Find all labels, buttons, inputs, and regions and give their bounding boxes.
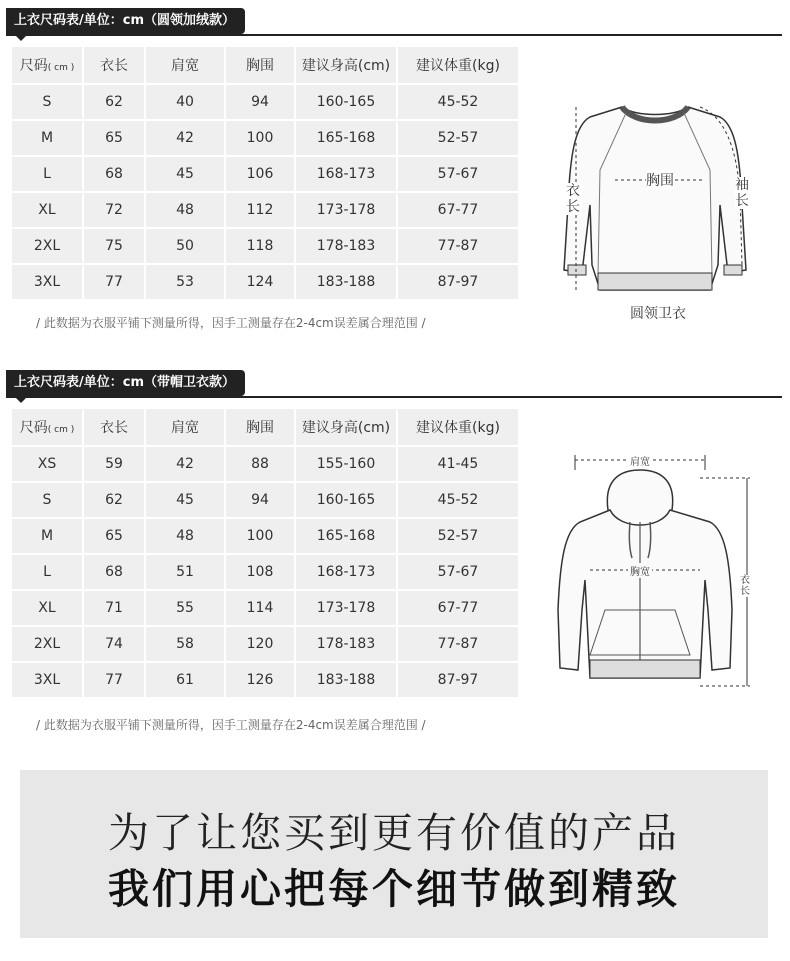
section1-title: 上衣尺码表/单位：cm（圆领加绒款） <box>6 8 245 34</box>
cell-length: 62 <box>84 483 144 517</box>
crewneck-illustration <box>560 95 760 325</box>
label-length: 衣长 <box>566 183 580 215</box>
cell-weight: 77-87 <box>398 627 518 661</box>
header-size: 尺码( cm ) <box>12 47 82 83</box>
cell-weight: 41-45 <box>398 447 518 481</box>
cell-size: XL <box>12 193 82 227</box>
table-row <box>12 519 518 553</box>
cell-shoulder: 53 <box>146 265 224 299</box>
cell-shoulder: 51 <box>146 555 224 589</box>
table-header-row <box>12 409 518 445</box>
section1-header <box>0 8 790 38</box>
cell-chest: 100 <box>226 519 294 553</box>
size-table-crewneck <box>10 45 520 301</box>
hoodie-diagram <box>550 450 765 695</box>
table-row <box>12 591 518 625</box>
table-row <box>12 157 518 191</box>
table-row <box>12 447 518 481</box>
header-weight: 建议体重(kg) <box>398 47 518 83</box>
cell-chest: 108 <box>226 555 294 589</box>
cell-shoulder: 40 <box>146 85 224 119</box>
cell-height: 165-168 <box>296 121 396 155</box>
cell-height: 155-160 <box>296 447 396 481</box>
hoodie-illustration <box>550 450 765 695</box>
cell-shoulder: 42 <box>146 447 224 481</box>
header-weight: 建议体重(kg) <box>398 409 518 445</box>
cell-height: 168-173 <box>296 555 396 589</box>
header-size: 尺码( cm ) <box>12 409 82 445</box>
cell-length: 65 <box>84 121 144 155</box>
cell-height: 173-178 <box>296 193 396 227</box>
cell-weight: 67-77 <box>398 591 518 625</box>
left-cuff <box>568 265 586 275</box>
cell-weight: 52-57 <box>398 121 518 155</box>
cell-height: 183-188 <box>296 265 396 299</box>
cell-size: 3XL <box>12 265 82 299</box>
table-row <box>12 229 518 263</box>
cell-size: S <box>12 483 82 517</box>
cell-weight: 45-52 <box>398 85 518 119</box>
section1-divider <box>6 34 782 36</box>
table-row <box>12 121 518 155</box>
cell-chest: 94 <box>226 85 294 119</box>
cell-size: L <box>12 157 82 191</box>
cell-chest: 112 <box>226 193 294 227</box>
hood-icon <box>607 470 672 520</box>
cell-shoulder: 61 <box>146 663 224 697</box>
cell-chest: 100 <box>226 121 294 155</box>
cell-weight: 87-97 <box>398 265 518 299</box>
cell-chest: 106 <box>226 157 294 191</box>
cell-size: XL <box>12 591 82 625</box>
cell-height: 168-173 <box>296 157 396 191</box>
hem-rib <box>598 273 712 290</box>
cell-weight: 52-57 <box>398 519 518 553</box>
figure-caption: 圆领卫衣 <box>630 306 686 322</box>
cell-shoulder: 45 <box>146 157 224 191</box>
cell-chest: 126 <box>226 663 294 697</box>
label-chest: 胸围 <box>646 170 674 190</box>
cell-size: XS <box>12 447 82 481</box>
cell-shoulder: 50 <box>146 229 224 263</box>
table-row <box>12 265 518 299</box>
cell-size: L <box>12 555 82 589</box>
sweatshirt-outline <box>564 107 746 290</box>
crewneck-sweatshirt-diagram <box>560 95 760 325</box>
header-length: 衣长 <box>84 409 144 445</box>
table-row <box>12 555 518 589</box>
cell-height: 160-165 <box>296 85 396 119</box>
header-chest: 胸围 <box>226 47 294 83</box>
measurement-note: / 此数据为衣服平铺下测量所得，因手工测量存在2-4cm误差属合理范围 / <box>36 718 426 732</box>
cell-size: M <box>12 121 82 155</box>
label-shoulder: 肩宽 <box>628 453 652 468</box>
cell-shoulder: 58 <box>146 627 224 661</box>
cell-height: 178-183 <box>296 627 396 661</box>
header-length: 衣长 <box>84 47 144 83</box>
header-shoulder: 肩宽 <box>146 409 224 445</box>
table-row <box>12 483 518 517</box>
cell-length: 77 <box>84 265 144 299</box>
cell-weight: 67-77 <box>398 193 518 227</box>
hoodie-outline <box>558 510 732 678</box>
cell-length: 68 <box>84 157 144 191</box>
table-header-row <box>12 47 518 83</box>
cell-size: 2XL <box>12 627 82 661</box>
hem-rib <box>590 660 700 678</box>
cell-chest: 118 <box>226 229 294 263</box>
banner-line-1: 为了让您买到更有价值的产品 <box>108 809 680 857</box>
cell-height: 183-188 <box>296 663 396 697</box>
cell-length: 71 <box>84 591 144 625</box>
cell-length: 75 <box>84 229 144 263</box>
promo-banner <box>20 770 768 938</box>
label-sleeve: 袖长 <box>735 177 749 209</box>
cell-size: 3XL <box>12 663 82 697</box>
header-chest: 胸围 <box>226 409 294 445</box>
cell-chest: 88 <box>226 447 294 481</box>
header-height: 建议身高(cm) <box>296 409 396 445</box>
label-chest: 胸宽 <box>628 563 652 578</box>
cell-shoulder: 48 <box>146 193 224 227</box>
cell-height: 160-165 <box>296 483 396 517</box>
right-cuff <box>724 265 742 275</box>
table-row <box>12 193 518 227</box>
cell-shoulder: 45 <box>146 483 224 517</box>
cell-size: S <box>12 85 82 119</box>
table-row <box>12 85 518 119</box>
cell-chest: 94 <box>226 483 294 517</box>
cell-length: 74 <box>84 627 144 661</box>
cell-chest: 114 <box>226 591 294 625</box>
section2-notch <box>14 396 28 403</box>
section2-title: 上衣尺码表/单位：cm（带帽卫衣款） <box>6 370 245 396</box>
cell-height: 173-178 <box>296 591 396 625</box>
cell-length: 62 <box>84 85 144 119</box>
cell-chest: 120 <box>226 627 294 661</box>
section1-notch <box>14 34 28 41</box>
table-row <box>12 663 518 697</box>
section2-header <box>0 370 790 400</box>
cell-weight: 77-87 <box>398 229 518 263</box>
cell-height: 178-183 <box>296 229 396 263</box>
size-table-hoodie <box>10 407 520 699</box>
cell-weight: 57-67 <box>398 157 518 191</box>
cell-length: 72 <box>84 193 144 227</box>
cell-length: 65 <box>84 519 144 553</box>
cell-shoulder: 55 <box>146 591 224 625</box>
cell-length: 77 <box>84 663 144 697</box>
header-height: 建议身高(cm) <box>296 47 396 83</box>
cell-length: 68 <box>84 555 144 589</box>
cell-shoulder: 42 <box>146 121 224 155</box>
cell-shoulder: 48 <box>146 519 224 553</box>
cell-weight: 45-52 <box>398 483 518 517</box>
cell-height: 165-168 <box>296 519 396 553</box>
measurement-note: / 此数据为衣服平铺下测量所得，因手工测量存在2-4cm误差属合理范围 / <box>36 316 426 330</box>
cell-chest: 124 <box>226 265 294 299</box>
banner-line-2: 我们用心把每个细节做到精致 <box>108 865 680 913</box>
cell-weight: 57-67 <box>398 555 518 589</box>
cell-size: 2XL <box>12 229 82 263</box>
cell-length: 59 <box>84 447 144 481</box>
label-length: 衣长 <box>740 575 750 597</box>
table-row <box>12 627 518 661</box>
cell-size: M <box>12 519 82 553</box>
section2-divider <box>6 396 782 398</box>
header-shoulder: 肩宽 <box>146 47 224 83</box>
cell-weight: 87-97 <box>398 663 518 697</box>
